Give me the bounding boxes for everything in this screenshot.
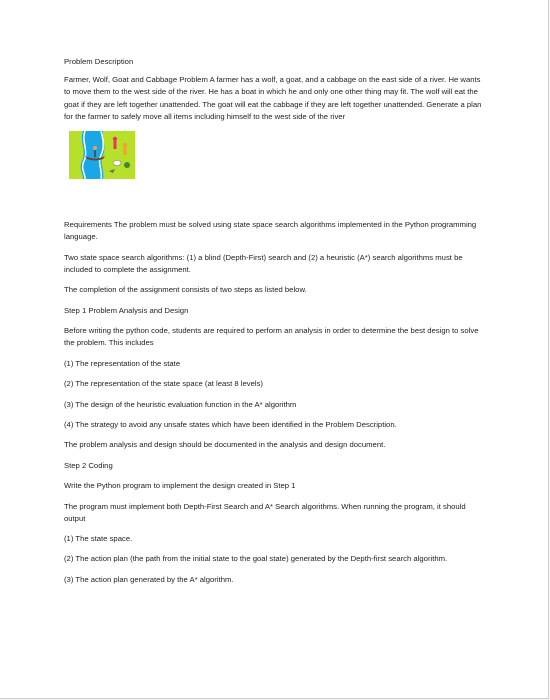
document-body	[64, 56, 488, 594]
step1-heading: Step 1 Problem Analysis and Design	[64, 305, 189, 315]
step1-item-4: (4) The strategy to avoid any unsafe states which have been identified in the Problem Description.	[64, 419, 397, 429]
step2-item-1: (1) The state space.	[64, 534, 133, 544]
step2-item-2: (2) The action plan (the path from the initial state to the goal state) generated by the Depth-first search algorithm.	[64, 554, 448, 564]
algorithms-paragraph: Two state space search algorithms: (1) a blind (Depth-First) search and (2) a heuristic (A*) search algorithms must be included to complete the assignment.	[64, 252, 463, 274]
step1-item-1: (1) The representation of the state	[64, 358, 181, 368]
step1-item-3: (3) The design of the heuristic evaluation function in the A* algorithm	[64, 399, 297, 409]
river-crossing-illustration	[69, 131, 135, 179]
step2-intro-paragraph: Write the Python program to implement the design created in Step 1	[64, 481, 296, 491]
step2-item-3: (3) The action plan generated by the A* algorithm.	[64, 574, 234, 584]
step1-doc-paragraph: The problem analysis and design should be documented in the analysis and design document.	[64, 440, 386, 450]
completion-paragraph: The completion of the assignment consists of two steps as listed below.	[64, 285, 307, 295]
step2-heading: Step 2 Coding	[64, 460, 113, 470]
step1-item-2: (2) The representation of the state space (at least 8 levels)	[64, 379, 263, 389]
step1-intro-paragraph: Before writing the python code, students are required to perform an analysis in order to determine the best design to solve the problem. This includes	[64, 326, 479, 348]
page-title: Problem Description	[64, 57, 134, 66]
step2-must-paragraph: The program must implement both Depth-First Search and A* Search algorithms. When running the program, it should output	[64, 501, 466, 523]
problem-intro-paragraph: Farmer, Wolf, Goat and Cabbage Problem A farmer has a wolf, a goat, and a cabbage on the east side of a river. He wants to move them to the west side of the river. He has a boat in which he and only one other thing may fit. The wolf will eat the goat if they are left together unattended. The goat will eat the cabbage if they are left together unattended. Generate a plan for the farmer to safely move all items including himself to the west side of the river	[64, 75, 482, 121]
requirements-paragraph: Requirements The problem must be solved using state space search algorithms implemented in the Python programming language.	[64, 220, 477, 242]
